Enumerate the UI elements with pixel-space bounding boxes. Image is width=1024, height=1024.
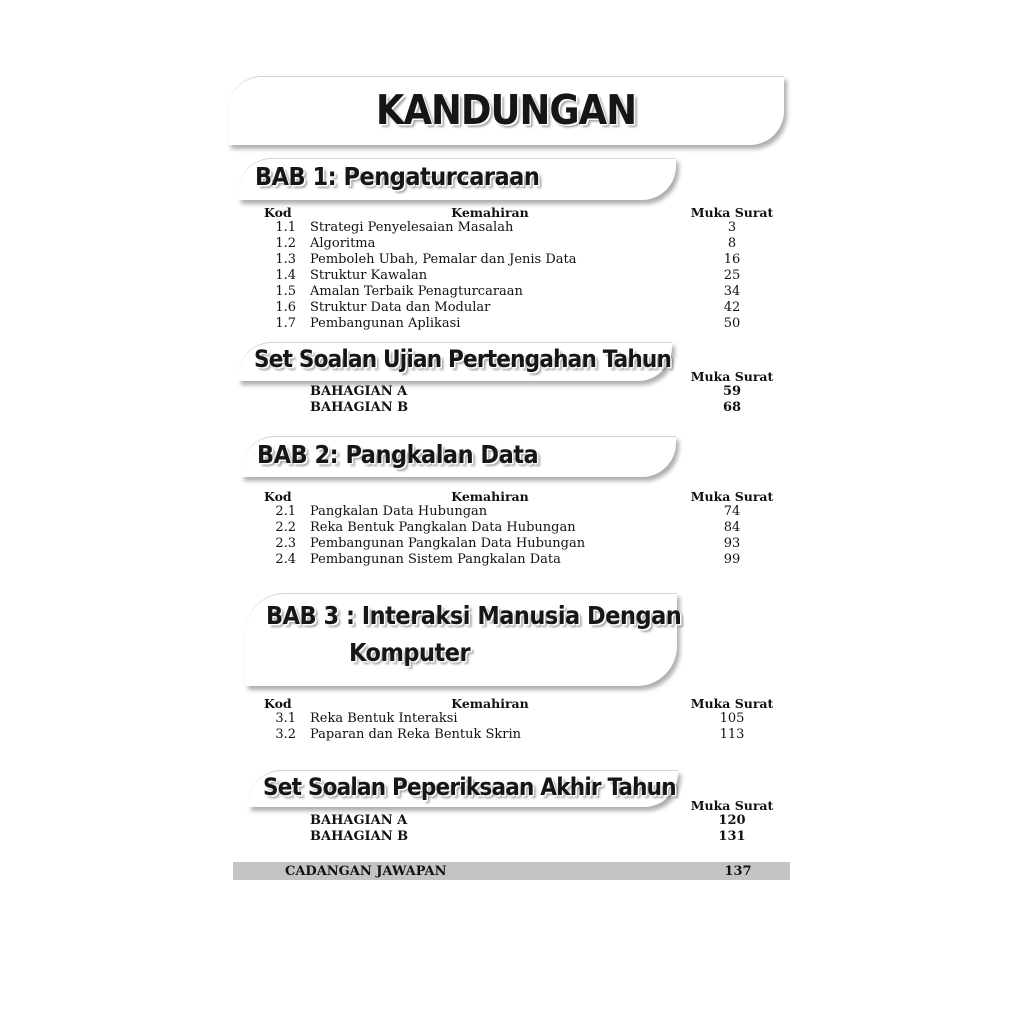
bab3-title-line2: Komputer: [349, 638, 471, 667]
set2-row-label: BAHAGIAN A: [310, 813, 408, 828]
set1-row-label: BAHAGIAN A: [310, 384, 408, 399]
set1-row-page: 68: [722, 400, 742, 415]
bab1-row-kod: 1.6: [275, 300, 296, 315]
bab2-row-page: 74: [723, 504, 741, 519]
bab1-row-kod: 1.5: [275, 284, 296, 299]
bab3-header-kod: Kod: [264, 696, 292, 711]
page-title: KANDUNGAN: [375, 86, 637, 134]
bab2-row-page: 99: [723, 552, 741, 567]
set2-title: Set Soalan Peperiksaan Akhir Tahun: [263, 773, 676, 801]
bab3-row-kemahiran: Paparan dan Reka Bentuk Skrin: [310, 727, 522, 742]
bab2-title: BAB 2: Pangkalan Data: [257, 440, 539, 469]
bab1-row-page: 42: [723, 300, 741, 315]
bab2-row-page: 93: [723, 536, 741, 551]
bab3-row-page: 113: [719, 727, 745, 742]
bab1-row-kemahiran: Strategi Penyelesaian Masalah: [310, 220, 514, 235]
bab1-row-kod: 1.1: [275, 220, 296, 235]
bab1-header-kemahiran: Kemahiran: [451, 205, 529, 220]
bab2-row-kod: 2.1: [275, 504, 296, 519]
bab3-row-kod: 3.1: [275, 711, 296, 726]
bab1-row-page: 25: [723, 268, 741, 283]
set2-row-page: 120: [718, 813, 746, 828]
bab2-header-muka-surat: Muka Surat: [690, 489, 774, 504]
bab1-row-kemahiran: Pemboleh Ubah, Pemalar dan Jenis Data: [310, 252, 577, 267]
bab1-row-kod: 1.2: [275, 236, 296, 251]
bab1-row-kemahiran: Struktur Data dan Modular: [310, 300, 491, 315]
bab1-row-page: 50: [723, 316, 741, 331]
bab1-row-kod: 1.3: [275, 252, 296, 267]
bab2-header-kemahiran: Kemahiran: [451, 489, 529, 504]
set1-title: Set Soalan Ujian Pertengahan Tahun: [254, 345, 672, 373]
bab3-row-page: 105: [719, 711, 745, 726]
bab2-row-kemahiran: Pembangunan Sistem Pangkalan Data: [310, 552, 561, 567]
set1-row-page: 59: [722, 384, 742, 399]
bab2-row-kemahiran: Pembangunan Pangkalan Data Hubungan: [310, 536, 586, 551]
bab1-row-kod: 1.7: [275, 316, 296, 331]
bab1-header-muka-surat: Muka Surat: [690, 205, 774, 220]
bab2-row-kemahiran: Pangkalan Data Hubungan: [310, 504, 488, 519]
bab2-row-kod: 2.4: [275, 552, 296, 567]
bab3-header-muka-surat: Muka Surat: [690, 696, 774, 711]
bab1-row-page: 16: [723, 252, 741, 267]
bab1-header-kod: Kod: [264, 205, 292, 220]
cadangan-label: CADANGAN JAWAPAN: [285, 864, 447, 879]
bab3-row-kod: 3.2: [275, 727, 296, 742]
bab1-row-page: 34: [723, 284, 741, 299]
bab1-row-page: 3: [727, 220, 737, 235]
bab2-row-kod: 2.2: [275, 520, 296, 535]
bab1-row-kemahiran: Pembangunan Aplikasi: [310, 316, 461, 331]
bab1-row-kemahiran: Amalan Terbaik Penagturcaraan: [310, 284, 523, 299]
bab3-title-line1: BAB 3 : Interaksi Manusia Dengan: [266, 601, 682, 630]
bab3-row-kemahiran: Reka Bentuk Interaksi: [310, 711, 458, 726]
bab1-row-page: 8: [727, 236, 737, 251]
set2-row-page: 131: [718, 829, 746, 844]
set2-row-label: BAHAGIAN B: [310, 829, 409, 844]
bab2-header-kod: Kod: [264, 489, 292, 504]
set1-row-label: BAHAGIAN B: [310, 400, 409, 415]
set1-header-muka-surat: Muka Surat: [690, 369, 774, 384]
bab1-row-kod: 1.4: [275, 268, 296, 283]
bab3-header-kemahiran: Kemahiran: [451, 696, 529, 711]
cadangan-page: 137: [724, 864, 752, 879]
bab2-row-page: 84: [723, 520, 741, 535]
bab1-row-kemahiran: Algoritma: [310, 236, 376, 251]
bab1-row-kemahiran: Struktur Kawalan: [310, 268, 428, 283]
set2-header-muka-surat: Muka Surat: [690, 798, 774, 813]
bab2-row-kod: 2.3: [275, 536, 296, 551]
bab2-row-kemahiran: Reka Bentuk Pangkalan Data Hubungan: [310, 520, 576, 535]
bab1-title: BAB 1: Pengaturcaraan: [255, 162, 540, 191]
